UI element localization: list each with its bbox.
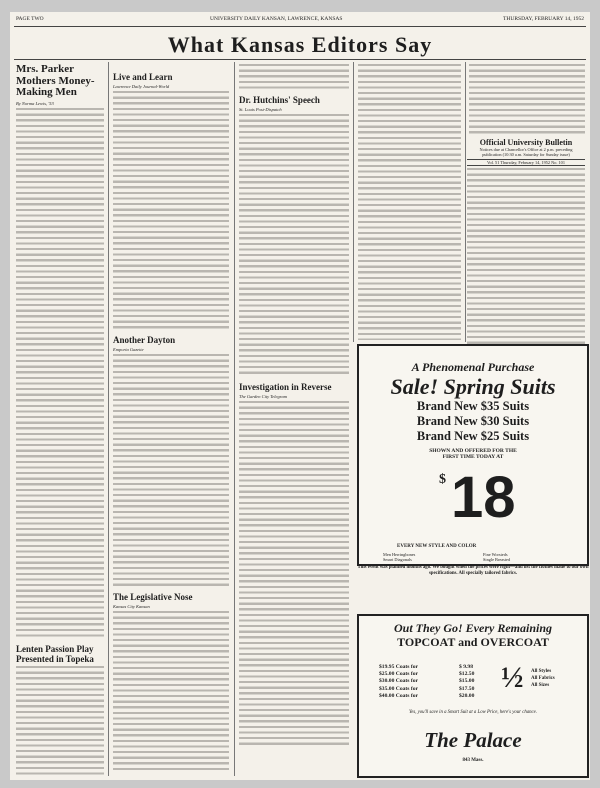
headline-lenten-play: Lenten Passion Play Presented in Topeka (16, 643, 94, 664)
bulletin-issue: Vol. 51 Thursday, February 14, 1952 No. 101 (467, 159, 585, 166)
coat-ad-heading: Out They Go! Every Remaining (394, 621, 552, 635)
column-5 (469, 64, 585, 136)
half-price-mark: ½ (501, 661, 524, 694)
bulletin-title: Official University Bulletin (479, 138, 573, 147)
style-item: Fine Worsteds (483, 552, 508, 557)
ad-shown: SHOWN AND OFFERED FOR THE (429, 448, 517, 454)
ad-line-35: Brand New $35 Suits (416, 399, 530, 413)
ad-intro: A Phenomenal Purchase (411, 360, 535, 374)
banner-rule (14, 59, 586, 60)
source: Kansas City Kansan (113, 604, 150, 609)
masthead (10, 16, 590, 26)
article-body (16, 108, 104, 638)
article-body (358, 64, 461, 340)
newspaper-page (10, 12, 590, 780)
column-rule (465, 62, 466, 342)
price-value: $15.00 (459, 678, 475, 685)
price-row: $35.00 Coats for (379, 685, 418, 692)
bulletin-notices (467, 168, 585, 354)
headline-another-dayton: Another Dayton (113, 335, 176, 345)
headline-hutchins: Dr. Hutchins' Speech (239, 95, 320, 105)
ad-colors: EVERY NEW STYLE AND COLOR (397, 544, 477, 549)
column-rule (353, 62, 354, 342)
source: Lawrence Daily Journal-World (113, 84, 170, 89)
price-value: $12.50 (459, 671, 475, 678)
column-1 (16, 64, 104, 776)
suit-sale-ad (357, 344, 589, 566)
byline: By Norma Lewis, '53 (16, 100, 54, 106)
ad-title: Sale! Spring Suits (390, 374, 556, 399)
headline-mrs-parker: Mrs. Parker Mothers Money-Making Men (16, 64, 95, 98)
style-item: Men Herringbones (383, 552, 416, 557)
article-body (239, 401, 349, 746)
article-body (16, 666, 104, 776)
dollar-sign: $ (439, 472, 446, 487)
bulletin-deadline: Notices due at Chancellor's Office at 2 p.m. preceding (479, 147, 573, 152)
price-row: $25.00 Coats for (379, 671, 418, 678)
store-address: 843 Mass. (462, 758, 484, 763)
coat-ad-note: Yes, you'll save in a Smart Suit at a Low Price, here's your chance. (408, 710, 537, 715)
style-item: Single Breasted (483, 557, 511, 562)
ad-line-30: Brand New $30 Suits (416, 414, 530, 428)
column-rule (234, 62, 235, 776)
ad-price: 18 (451, 465, 516, 530)
column-rule (108, 62, 109, 776)
headline-investigation-reverse: Investigation in Reverse (239, 382, 332, 392)
issue-date: THURSDAY, FEBRUARY 14, 1952 (503, 16, 584, 22)
flag-item: All Fabrics (531, 676, 555, 681)
price-row: $19.95 Coats for (379, 664, 418, 670)
price-row: $40.00 Coats for (379, 692, 418, 699)
article-body (239, 64, 349, 92)
style-item: Smart Diagonals (383, 557, 412, 562)
coat-prices-to (459, 664, 474, 700)
store-logo: The Palace (424, 728, 522, 752)
ad-first-time: FIRST TIME TODAY AT (442, 454, 504, 460)
bulletin-deadline-2: publication (10:30 a.m. Saturday for Sunday issue) (482, 152, 570, 157)
page-number: PAGE TWO (16, 16, 44, 22)
coat-flags (531, 668, 555, 689)
flag-item: All Sizes (531, 683, 550, 688)
coat-sale-ad (357, 614, 589, 778)
price-value: $17.50 (459, 685, 475, 692)
university-bulletin (467, 138, 585, 354)
price-row: $30.00 Coats for (379, 678, 418, 685)
source: Emporia Gazette (113, 347, 144, 352)
column-4 (358, 64, 461, 340)
flag-item: All Styles (531, 669, 552, 674)
section-banner: What Kansas Editors Say (167, 32, 433, 57)
source: The Garden City Telegram (239, 394, 288, 399)
masthead-rule (14, 26, 586, 27)
headline-legislative-nose: The Legislative Nose (113, 592, 193, 602)
ad-note: This event was planned months ago. We bought when the prices were right—and list the clothes made to our own specifications. All specially tailored fabrics. (357, 565, 589, 576)
article-body (113, 91, 229, 329)
price-value: $20.00 (459, 692, 475, 699)
article-body (469, 64, 585, 136)
coat-prices-from (379, 664, 418, 700)
coat-ad-subheading: TOPCOAT and OVERCOAT (397, 635, 549, 649)
source: St. Louis Post-Dispatch (239, 107, 282, 112)
headline-live-and-learn: Live and Learn (113, 72, 173, 82)
article-body (113, 354, 229, 586)
article-body (239, 114, 349, 376)
paper-name: UNIVERSITY DAILY KANSAN, LAWRENCE, KANSAS (210, 16, 343, 22)
article-body (113, 611, 229, 771)
price-value: $ 9.98 (459, 664, 473, 670)
ad-line-25: Brand New $25 Suits (416, 429, 530, 443)
column-2 (113, 72, 229, 776)
column-3 (239, 64, 349, 776)
